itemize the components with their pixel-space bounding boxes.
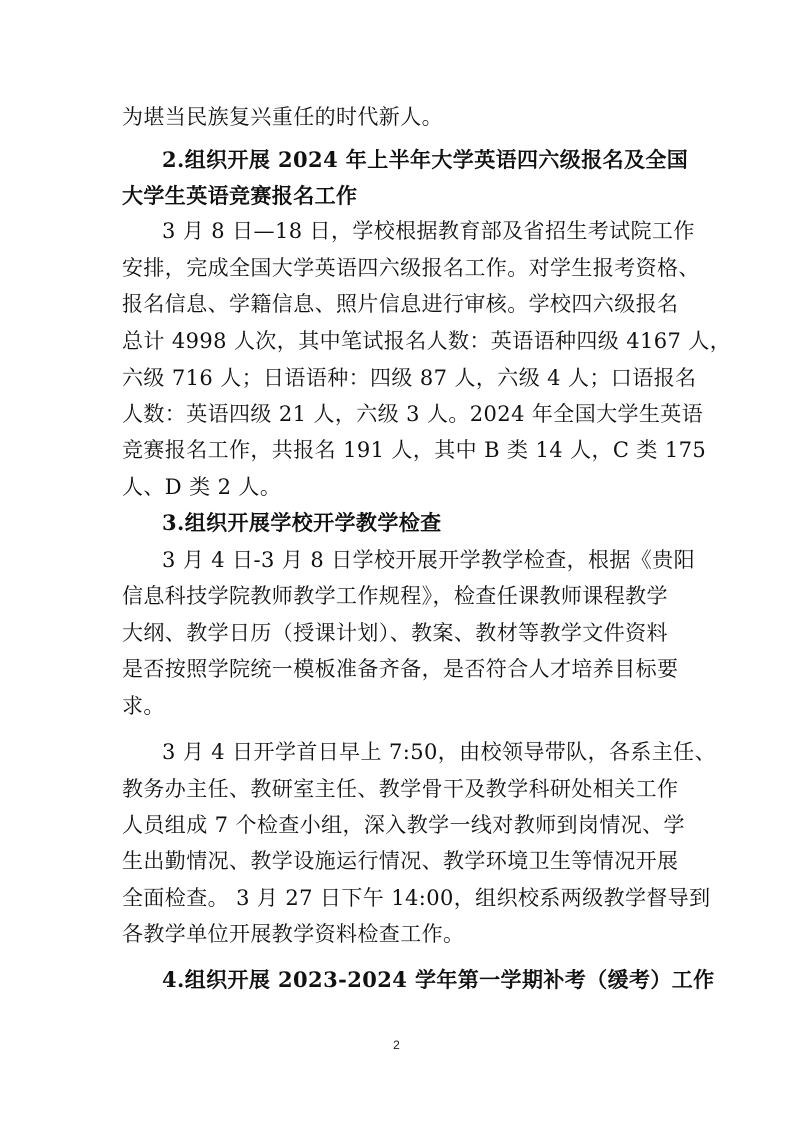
paragraph-line: 3 月 4 日开学首日早上 7:50，由校领导带队，各系主任、 bbox=[162, 740, 716, 764]
paragraph-line: 是否按照学院统一模板准备齐备，是否符合人才培养目标要 bbox=[122, 657, 679, 681]
paragraph-line: 3 月 8 日—18 日，学校根据教育部及省招生考试院工作 bbox=[162, 219, 695, 243]
paragraph-line: 报名信息、学籍信息、照片信息进行审核。学校四六级报名 bbox=[122, 292, 679, 316]
paragraph-line: 信息科技学院教师教学工作规程》，检查任课教师课程教学 bbox=[122, 584, 668, 608]
section-heading-line: 大学生英语竞赛报名工作 bbox=[122, 183, 358, 208]
paragraph-line: 人员组成 7 个检查小组，深入教学一线对教师到岗情况、学 bbox=[122, 813, 685, 837]
paragraph-line: 竞赛报名工作，共报名 191 人，其中 B 类 14 人，C 类 175 bbox=[122, 438, 707, 462]
paragraph-line: 生出勤情况、教学设施运行情况、教学环境卫生等情况开展 bbox=[122, 849, 679, 873]
paragraph-line: 总计 4998 人次，其中笔试报名人数：英语语种四级 4167 人， bbox=[122, 329, 732, 353]
paragraph-line: 六级 716 人；日语语种：四级 87 人，六级 4 人；口语报名 bbox=[122, 366, 697, 390]
paragraph-line: 大纲、教学日历（授课计划）、教案、教材等教学文件资料 bbox=[122, 621, 668, 645]
paragraph-line: 教务办主任、教研室主任、教学骨干及教学科研处相关工作 bbox=[122, 777, 679, 801]
paragraph-line: 全面检查。 3 月 27 日下午 14:00，组织校系两级教学督导到 bbox=[122, 886, 711, 910]
paragraph-line: 人数：英语四级 21 人，六级 3 人。2024 年全国大学生英语 bbox=[122, 402, 704, 426]
section-heading-line: 4.组织开展 2023-2024 学年第一学期补考（缓考）工作 bbox=[162, 967, 715, 992]
section-heading-line: 3.组织开展学校开学教学检查 bbox=[162, 510, 442, 535]
section-heading-line: 2.组织开展 2024 年上半年大学英语四六级报名及全国 bbox=[162, 147, 689, 172]
paragraph-line: 3 月 4 日-3 月 8 日学校开展开学教学检查，根据《贵阳 bbox=[162, 548, 695, 572]
paragraph-line: 求。 bbox=[122, 694, 165, 718]
paragraph-line: 各教学单位开展教学资料检查工作。 bbox=[122, 922, 465, 946]
paragraph-line: 人、D 类 2 人。 bbox=[122, 475, 282, 499]
paragraph-line: 为堪当民族复兴重任的时代新人。 bbox=[122, 105, 443, 129]
paragraph-line: 安排，完成全国大学英语四六级报名工作。对学生报考资格、 bbox=[122, 256, 700, 280]
page-number: 2 bbox=[393, 1038, 400, 1052]
